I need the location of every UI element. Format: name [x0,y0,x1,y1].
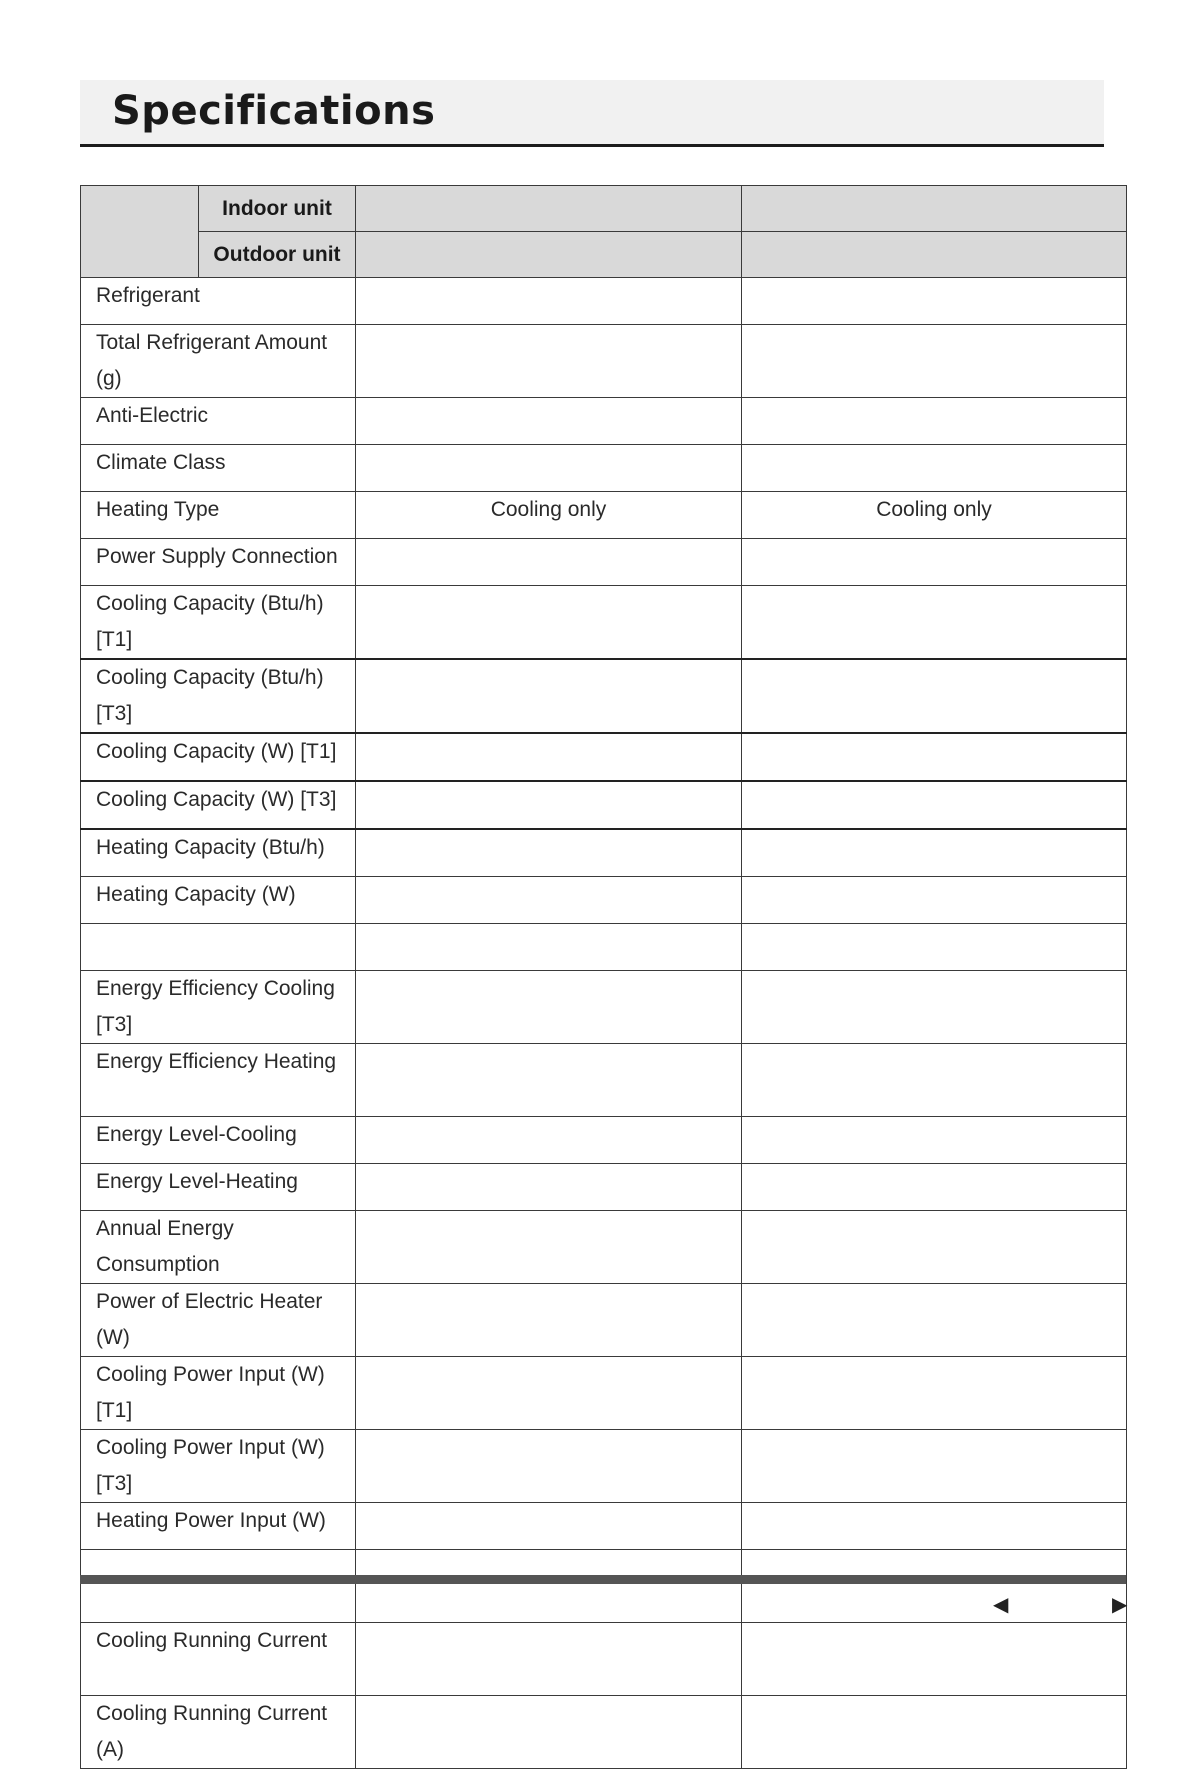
value-cell-model-2 [742,1117,1127,1164]
table-row [81,492,1127,539]
row-label [81,1550,356,1623]
value-cell-model-1 [356,924,742,971]
value-cell-model-1 [356,1357,742,1430]
value-cell-model-1 [356,877,742,924]
table-row [81,1117,1127,1164]
table-row [81,1503,1127,1550]
table-row [81,971,1127,1044]
value-cell-model-2 [742,971,1127,1044]
value-cell-model-1 [356,325,742,398]
value-cell-model-1 [356,445,742,492]
row-label: Energy Efficiency Cooling [T3] [81,971,356,1044]
table-row [81,1696,1127,1769]
table-row [81,539,1127,586]
row-label [81,924,356,971]
header-row-indoor [81,186,1127,232]
specifications-table [80,185,1127,1769]
indoor-unit-model-1 [356,186,742,232]
value-cell-model-2 [742,586,1127,660]
table-row [81,1164,1127,1211]
value-cell-model-2 [742,539,1127,586]
table-row [81,398,1127,445]
row-label: Energy Efficiency Heating [81,1044,356,1117]
table-row [81,278,1127,325]
table-row [81,781,1127,829]
value-cell-model-1 [356,1696,742,1769]
table-row [81,733,1127,781]
table-row [81,877,1127,924]
indoor-unit-label: Indoor unit [199,186,356,232]
row-label: Cooling Capacity (W) [T1] [81,733,356,781]
row-label: Heating Type [81,492,356,539]
row-label: Cooling Running Current [81,1623,356,1696]
row-label: Annual Energy Consumption [81,1211,356,1284]
outdoor-unit-label: Outdoor unit [199,232,356,278]
triangle-left-icon[interactable]: ◀ [993,1594,1009,1616]
value-cell-model-2 [742,733,1127,781]
table-row [81,1357,1127,1430]
indoor-unit-model-2 [742,186,1127,232]
value-cell-model-1 [356,1503,742,1550]
table-row [81,1430,1127,1503]
table-row [81,1044,1127,1117]
table-row [81,325,1127,398]
page-title-bar [80,80,1104,147]
value-cell-model-1 [356,398,742,445]
value-cell-model-2 [742,1696,1127,1769]
row-label: Cooling Running Current (A) [81,1696,356,1769]
value-cell-model-1: Cooling only [356,492,742,539]
value-cell-model-2 [742,781,1127,829]
row-label: Climate Class [81,445,356,492]
value-cell-model-2 [742,659,1127,733]
value-cell-model-2 [742,1503,1127,1550]
value-cell-model-1 [356,539,742,586]
row-label: Refrigerant [81,278,356,325]
triangle-right-icon[interactable]: ▶ [1112,1594,1128,1616]
table-row [81,586,1127,660]
value-cell-model-2 [742,877,1127,924]
value-cell-model-1 [356,659,742,733]
outdoor-unit-model-2 [742,232,1127,278]
row-label: Heating Power Input (W) [81,1503,356,1550]
value-cell-model-1 [356,278,742,325]
page-title: Specifications [112,88,436,134]
header-row-outdoor [81,232,1127,278]
value-cell-model-1 [356,1044,742,1117]
value-cell-model-1 [356,733,742,781]
value-cell-model-2 [742,924,1127,971]
footer-divider [80,1575,1126,1584]
table-row [81,1623,1127,1696]
value-cell-model-1 [356,971,742,1044]
row-label: Anti-Electric [81,398,356,445]
value-cell-model-2 [742,398,1127,445]
value-cell-model-1 [356,1284,742,1357]
row-label: Cooling Power Input (W) [T1] [81,1357,356,1430]
table-row [81,659,1127,733]
value-cell-model-2 [742,1211,1127,1284]
table-row [81,1550,1127,1623]
row-label: Cooling Capacity (W) [T3] [81,781,356,829]
row-label: Energy Level-Heating [81,1164,356,1211]
value-cell-model-1 [356,586,742,660]
table-row [81,1284,1127,1357]
value-cell-model-1 [356,1164,742,1211]
header-corner-cell [81,186,199,278]
value-cell-model-2 [742,1430,1127,1503]
row-label: Cooling Power Input (W) [T3] [81,1430,356,1503]
value-cell-model-2: Cooling only [742,492,1127,539]
row-label: Heating Capacity (Btu/h) [81,829,356,877]
value-cell-model-1 [356,829,742,877]
value-cell-model-2 [742,829,1127,877]
value-cell-model-1 [356,1211,742,1284]
value-cell-model-2 [742,1623,1127,1696]
table-row [81,829,1127,877]
row-label: Power Supply Connection [81,539,356,586]
value-cell-model-2 [742,1164,1127,1211]
row-label: Energy Level-Cooling [81,1117,356,1164]
value-cell-model-2 [742,1284,1127,1357]
value-cell-model-1 [356,1430,742,1503]
value-cell-model-2 [742,325,1127,398]
row-label: Cooling Capacity (Btu/h) [T1] [81,586,356,660]
value-cell-model-2 [742,445,1127,492]
value-cell-model-2 [742,1357,1127,1430]
value-cell-model-1 [356,1623,742,1696]
outdoor-unit-model-1 [356,232,742,278]
row-label: Power of Electric Heater (W) [81,1284,356,1357]
row-label: Heating Capacity (W) [81,877,356,924]
table-row [81,924,1127,971]
value-cell-model-2 [742,1550,1127,1623]
table-row [81,445,1127,492]
row-label: Total Refrigerant Amount (g) [81,325,356,398]
row-label: Cooling Capacity (Btu/h) [T3] [81,659,356,733]
value-cell-model-2 [742,1044,1127,1117]
value-cell-model-1 [356,781,742,829]
value-cell-model-1 [356,1550,742,1623]
value-cell-model-2 [742,278,1127,325]
table-row [81,1211,1127,1284]
value-cell-model-1 [356,1117,742,1164]
